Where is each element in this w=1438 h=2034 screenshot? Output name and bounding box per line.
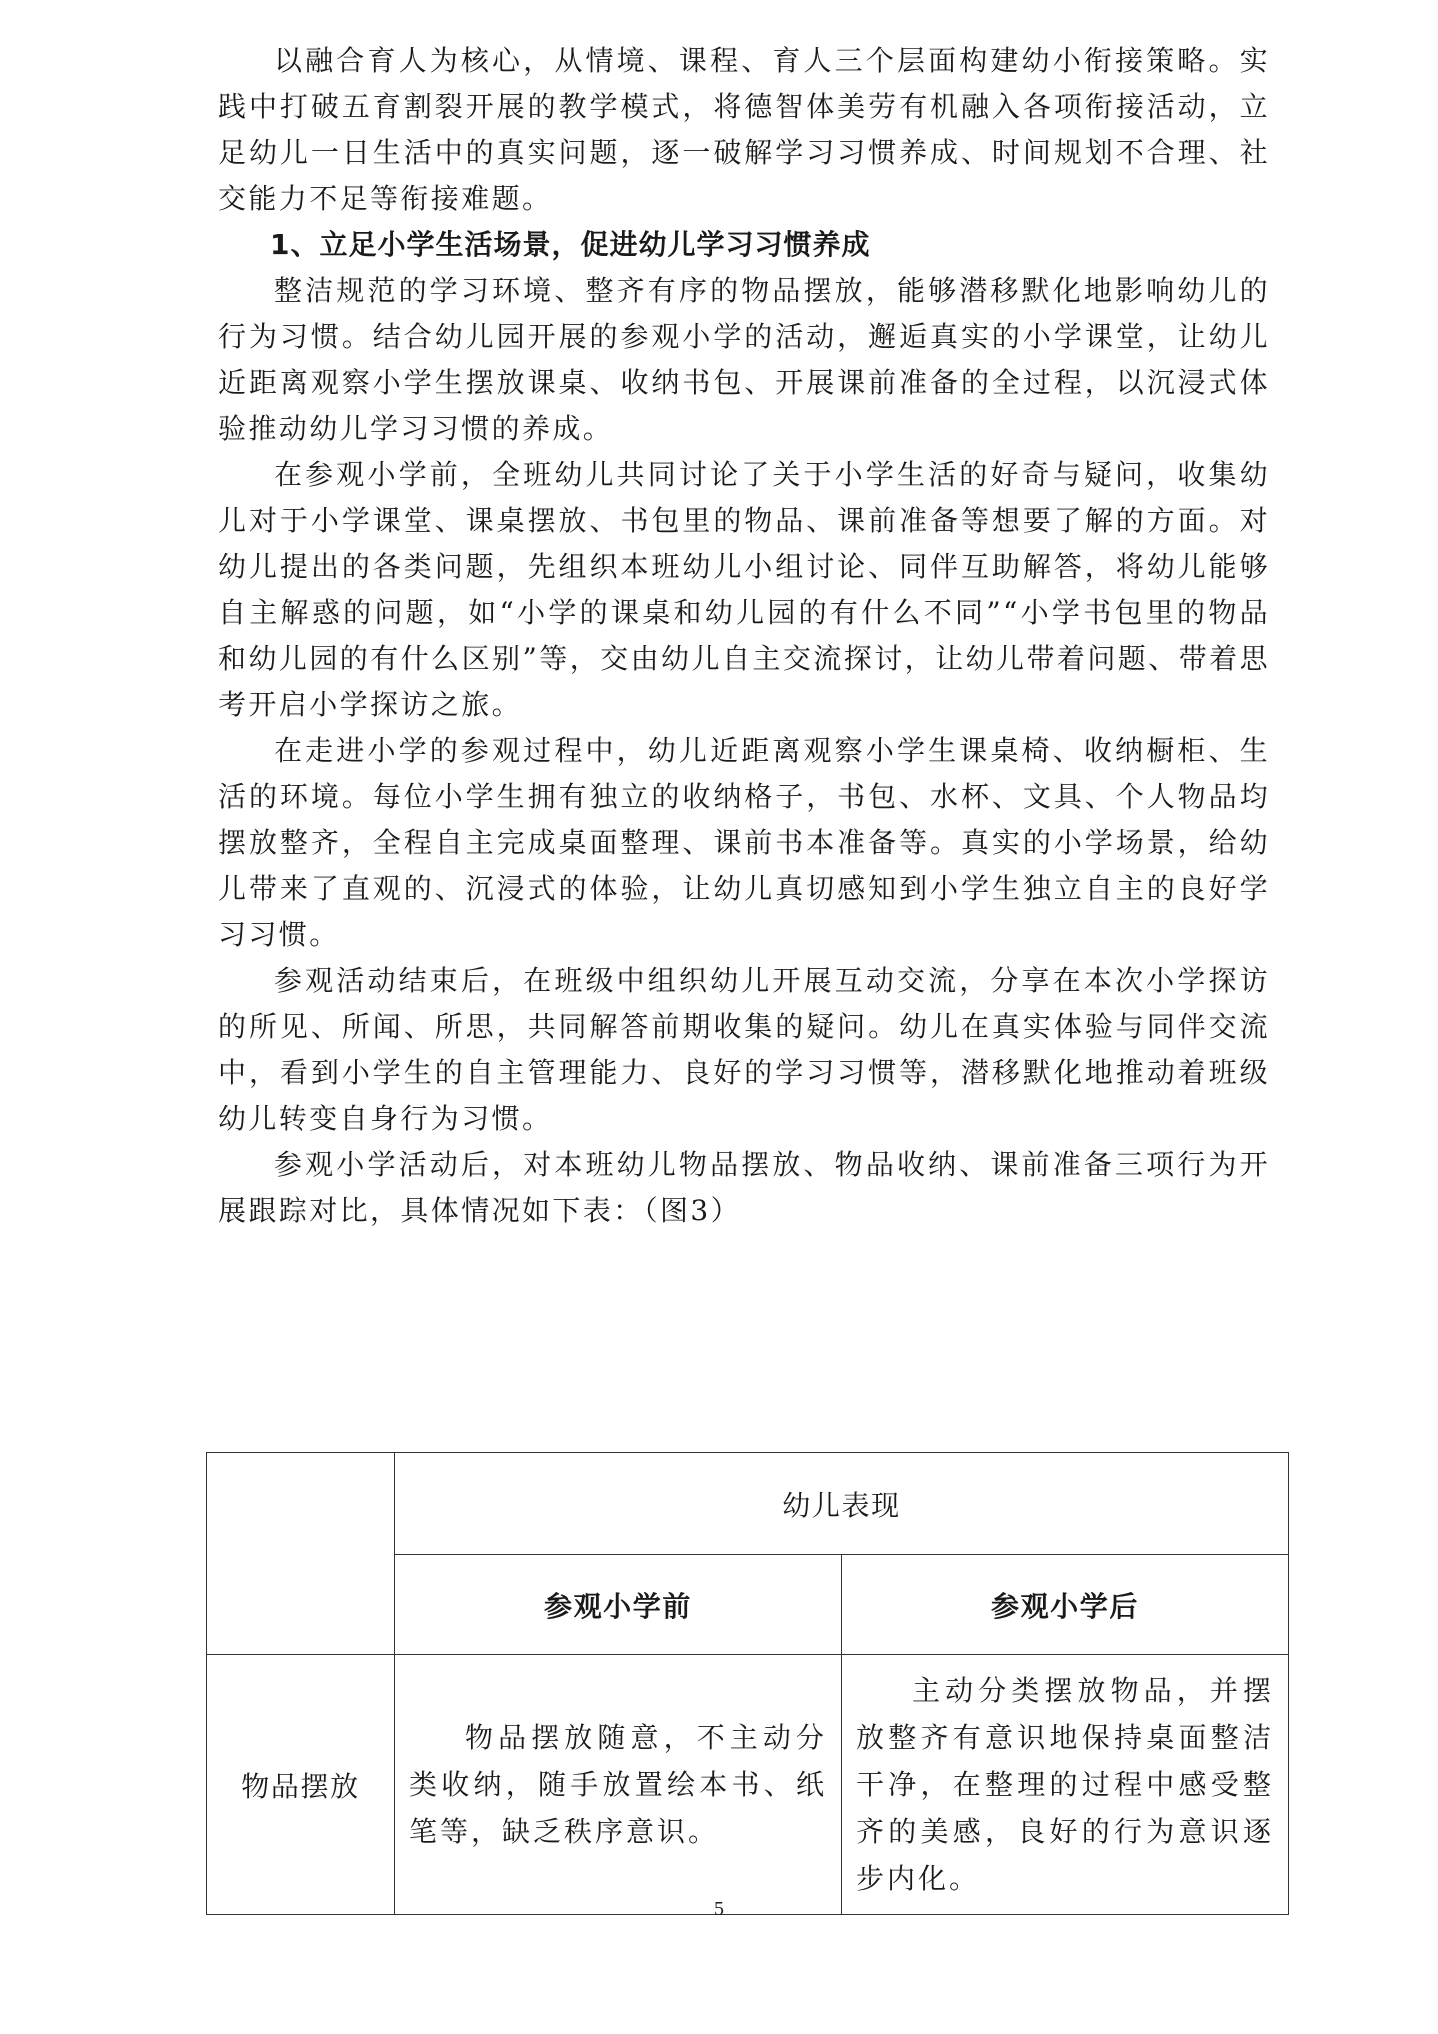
empty-corner-cell <box>207 1453 395 1655</box>
group-header-cell: 幼儿表现 <box>395 1453 1289 1555</box>
document-body <box>218 38 1270 1234</box>
body-paragraph: 在走进小学的参观过程中，幼儿近距离观察小学生课桌椅、收纳橱柜、生活的环境。每位小学生拥有独立的收纳格子，书包、水杯、文具、个人物品均摆放整齐，全程自主完成桌面整理、课前书本准备等。真实的小学场景，给幼儿带来了直观的、沉浸式的体验，让幼儿真切感知到小学生独立自主的良好学习习惯。 <box>218 734 1270 951</box>
before-text: 物品摆放随意，不主动分类收纳，随手放置绘本书、纸笔等，缺乏秩序意识。 <box>409 1721 827 1848</box>
body-paragraph: 参观活动结束后，在班级中组织幼儿开展互动交流，分享在本次小学探访的所见、所闻、所思，共同解答前期收集的疑问。幼儿在真实体验与同伴交流中，看到小学生的自主管理能力、良好的学习习惯等，潜移默化地推动着班级幼儿转变自身行为习惯。 <box>218 964 1270 1135</box>
after-cell <box>842 1655 1289 1915</box>
after-header-cell: 参观小学后 <box>842 1555 1289 1655</box>
before-cell <box>395 1655 842 1915</box>
section-heading: 1、立足小学生活场景，促进幼儿学习习惯养成 <box>270 228 871 261</box>
table-header-row <box>207 1453 1289 1555</box>
before-header-cell: 参观小学前 <box>395 1555 842 1655</box>
table-row <box>207 1655 1289 1915</box>
body-paragraph: 在参观小学前，全班幼儿共同讨论了关于小学生活的好奇与疑问，收集幼儿对于小学课堂、课桌摆放、书包里的物品、课前准备等想要了解的方面。对幼儿提出的各类问题，先组织本班幼儿小组讨论、同伴互助解答，将幼儿能够自主解惑的问题，如“小学的课桌和幼儿园的有什么不同”“小学书包里的物品和幼儿园的有什么区别”等，交由幼儿自主交流探讨，让幼儿带着问题、带着思考开启小学探访之旅。 <box>218 458 1270 721</box>
after-text: 主动分类摆放物品，并摆放整齐有意识地保持桌面整洁干净，在整理的过程中感受整齐的美感，良好的行为意识逐步内化。 <box>856 1674 1274 1895</box>
comparison-table <box>206 1452 1289 1915</box>
row-label-cell: 物品摆放 <box>207 1655 395 1915</box>
intro-paragraph: 以融合育人为核心，从情境、课程、育人三个层面构建幼小衔接策略。实践中打破五育割裂开展的教学模式，将德智体美劳有机融入各项衔接活动，立足幼儿一日生活中的真实问题，逐一破解学习习惯养成、时间规划不合理、社交能力不足等衔接难题。 <box>218 44 1270 215</box>
body-paragraph: 参观小学活动后，对本班幼儿物品摆放、物品收纳、课前准备三项行为开展跟踪对比，具体情况如下表：（图3） <box>218 1148 1270 1227</box>
body-paragraph: 整洁规范的学习环境、整齐有序的物品摆放，能够潜移默化地影响幼儿的行为习惯。结合幼儿园开展的参观小学的活动，邂逅真实的小学课堂，让幼儿近距离观察小学生摆放课桌、收纳书包、开展课前准备的全过程，以沉浸式体验推动幼儿学习习惯的养成。 <box>218 274 1270 445</box>
page-number: 5 <box>714 1898 724 1920</box>
